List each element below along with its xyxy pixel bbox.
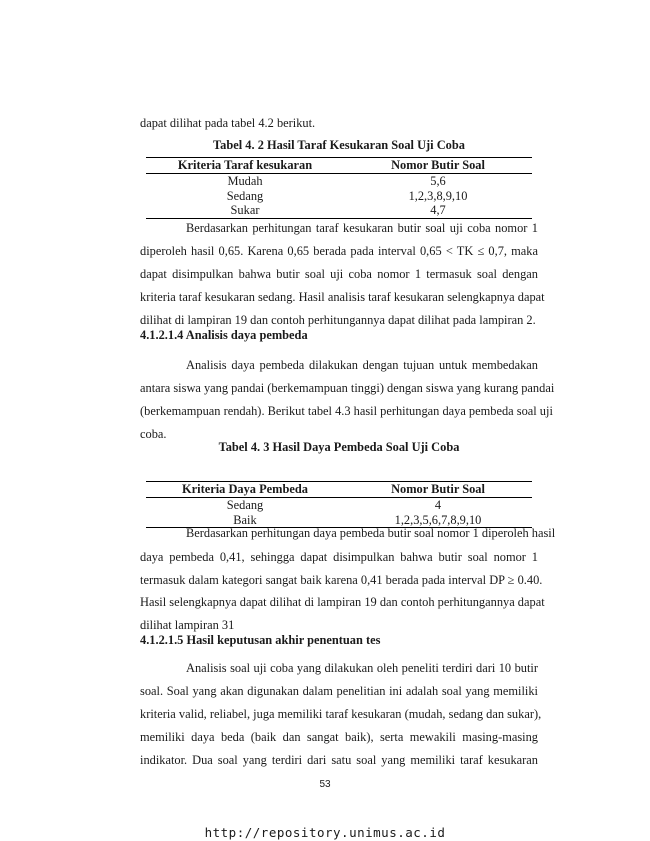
table1-cell-number: 1,2,3,8,9,10: [408, 188, 468, 203]
table1-cell-criteria: Mudah: [227, 174, 263, 188]
table-row: [146, 189, 532, 204]
section-heading-keputusan-akhir: 4.1.2.1.5 Hasil keputusan akhir penentuan tes: [140, 633, 381, 647]
para3-line-1: Berdasarkan perhitungan daya pembeda butir soal nomor 1 diperoleh hasil: [186, 526, 556, 540]
table1-header-row: [146, 158, 532, 174]
para2-line-1: Analisis daya pembeda dilakukan dengan tujuan untuk membedakan: [186, 358, 538, 372]
para1-line-4: kriteria taraf kesukaran sedang. Hasil analisis taraf kesukaran selengkapnya dapat: [140, 290, 545, 304]
table-row: [146, 174, 532, 189]
para1-line-1: Berdasarkan perhitungan taraf kesukaran butir soal uji coba nomor 1: [186, 221, 538, 235]
table1-cell-criteria: Sukar: [146, 203, 344, 218]
para4-line-5: indikator. Dua soal yang terdiri dari satu soal yang memiliki taraf kesukaran: [140, 753, 538, 767]
table2-cell-number: 1,2,3,5,6,7,8,9,10: [344, 513, 532, 528]
intro-line: dapat dilihat pada tabel 4.2 berikut.: [140, 116, 316, 130]
table2-cell-criteria: Sedang: [226, 498, 264, 512]
para1-line-2: diperoleh hasil 0,65. Karena 0,65 berada pada interval 0,65 < TK ≤ 0,7, maka: [140, 244, 538, 258]
table1-header-number: Nomor Butir Soal: [344, 158, 532, 174]
para4-line-2: soal. Soal yang akan digunakan dalam penelitian ini adalah soal yang memiliki: [140, 684, 538, 698]
table2-header-row: [146, 482, 532, 498]
table-row: [146, 498, 532, 513]
para3-line-3: termasuk dalam kategori sangat baik karena 0,41 berada pada interval DP ≥ 0.40.: [140, 573, 543, 587]
table2-caption: Tabel 4. 3 Hasil Daya Pembeda Soal Uji Coba: [218, 440, 460, 454]
table1-caption: Tabel 4. 2 Hasil Taraf Kesukaran Soal Uji Coba: [213, 138, 465, 152]
table2: [146, 481, 532, 528]
table1-cell-number: 4,7: [344, 203, 532, 218]
table1: [146, 157, 532, 219]
section-heading-daya-pembeda: 4.1.2.1.4 Analisis daya pembeda: [140, 328, 308, 342]
para4-line-1: Analisis soal uji coba yang dilakukan oleh peneliti terdiri dari 10 butir: [186, 661, 538, 675]
para2-line-2: antara siswa yang pandai (berkemampuan tinggi) dengan siswa yang kurang pandai: [140, 381, 555, 395]
table1-cell-number: 5,6: [430, 174, 446, 188]
para4-line-4: memiliki daya beda (baik dan sangat baik), serta mewakili masing-masing: [140, 730, 538, 744]
para1-line-5: dilihat di lampiran 19 dan contoh perhitungannya dapat dilihat pada lampiran 2.: [140, 313, 536, 327]
table2-cell-criteria: Baik: [146, 513, 344, 528]
page-number: 53: [319, 779, 331, 790]
table-row: [146, 203, 532, 218]
para2-line-4: coba.: [140, 427, 167, 441]
para2-line-3: (berkemampuan rendah). Berikut tabel 4.3 hasil perhitungan daya pembeda soal uji: [140, 404, 553, 418]
para3-line-5: dilihat lampiran 31: [140, 618, 235, 632]
table2-header-criteria: Kriteria Daya Pembeda: [146, 482, 344, 498]
footer-url: http://repository.unimus.ac.id: [204, 825, 446, 840]
para1-line-3: dapat disimpulkan bahwa butir soal uji coba nomor 1 termasuk soal dengan: [140, 267, 538, 281]
table1-header-criteria: Kriteria Taraf kesukaran: [146, 158, 344, 174]
para3-line-4: Hasil selengkapnya dapat dilihat di lampiran 19 dan contoh perhitungannya dapat: [140, 595, 545, 609]
table1-cell-criteria: Sedang: [226, 188, 264, 203]
para3-line-2: daya pembeda 0,41, sehingga dapat disimpulkan bahwa butir soal nomor 1: [140, 550, 538, 564]
table2-header-number: Nomor Butir Soal: [344, 482, 532, 498]
para4-line-3: kriteria valid, reliabel, juga memiliki taraf kesukaran (mudah, sedang dan sukar),: [140, 707, 542, 721]
table2-cell-number: 4: [434, 498, 442, 512]
